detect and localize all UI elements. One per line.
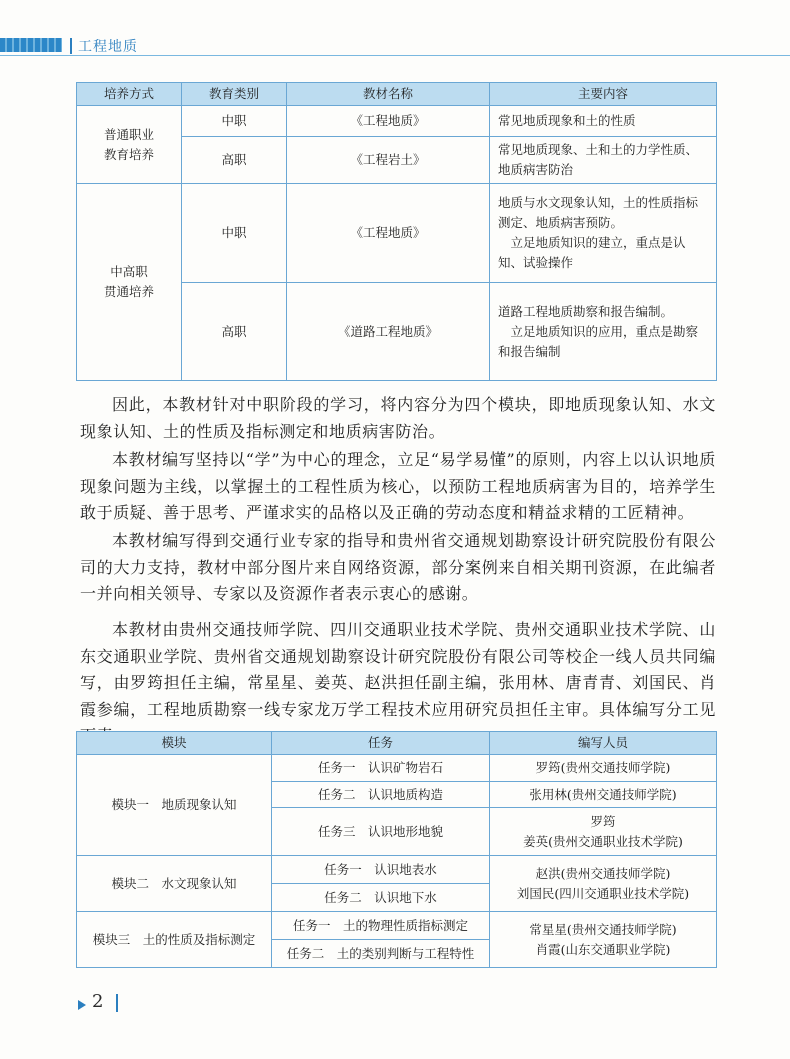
col-header-module: 模块 — [77, 732, 272, 755]
header-divider — [70, 38, 72, 54]
page-arrow-icon — [78, 1000, 86, 1010]
col-header-content: 主要内容 — [490, 83, 717, 106]
task-cell: 任务二 土的类别判断与工程特性 — [272, 940, 490, 968]
section-title: 工程地质 — [78, 39, 138, 55]
table-row — [77, 755, 717, 782]
table-row — [77, 912, 717, 940]
content-line: 立足地质知识的建立，重点是认知、试验操作 — [498, 235, 686, 270]
content-cell — [490, 283, 717, 381]
author-line: 赵洪(贵州交通技师学院) — [535, 865, 671, 881]
body-paragraph: 因此，本教材针对中职阶段的学习，将内容分为四个模块，即地质现象认知、水文现象认知、土的性质及指标测定和地质病害防治。 — [80, 395, 716, 441]
header-stripe — [0, 38, 62, 52]
task-cell: 任务二 认识地下水 — [272, 884, 490, 912]
content-cell: 常见地质现象、土和土的力学性质、地质病害防治 — [490, 137, 717, 184]
curriculum-table — [76, 82, 717, 381]
body-paragraph: 本教材由贵州交通技师学院、四川交通职业技术学院、贵州交通职业技术学院、山东交通职业学院、贵州省交通规划勘察设计研究院股份有限公司等校企一线人员共同编写，由罗筠担任主编，常星星、姜英、赵洪担任副主编，张用林、唐青青、刘国民、肖霞参编，工程地质勘察一线专家龙万学工程技术应用研究员担任主审。具体编写分工见 — [80, 620, 716, 719]
module-cell: 模块一 地质现象认知 — [77, 755, 272, 856]
author-line: 刘国民(四川交通职业技术学院) — [516, 885, 690, 901]
task-cell: 任务一 认识矿物岩石 — [272, 755, 490, 782]
content-line: 地质与水文现象认知，土的性质指标测定、地质病害预防。 — [498, 195, 699, 230]
book-cell: 《工程地质》 — [287, 106, 490, 137]
mode-cell: 普通职业 教育培养 — [77, 106, 182, 184]
header-rule — [0, 55, 790, 56]
book-cell: 《工程岩土》 — [287, 137, 490, 184]
body-paragraph: 本教材编写得到交通行业专家的指导和贵州省交通规划勘察设计研究院股份有限公司的大力支持，教材中部分图片来自网络资源，部分案例来自相关期刊资源，在此编者一并向相关领导、专家以及资源作者表示衷心的感谢。 — [80, 531, 716, 603]
module-cell: 模块三 土的性质及指标测定 — [77, 912, 272, 968]
content-cell — [490, 184, 717, 283]
table-header-row — [77, 732, 717, 755]
module-cell: 模块二 水文现象认知 — [77, 856, 272, 912]
footer-divider — [116, 994, 118, 1012]
task-cell: 任务一 土的物理性质指标测定 — [272, 912, 490, 940]
level-cell: 高职 — [182, 137, 287, 184]
col-header-mode: 培养方式 — [77, 83, 182, 106]
author-cell — [490, 808, 717, 856]
col-header-book: 教材名称 — [287, 83, 490, 106]
task-cell: 任务三 认识地形地貌 — [272, 808, 490, 856]
mode-cell: 中高职 贯通培养 — [77, 184, 182, 381]
author-cell — [490, 856, 717, 912]
content-cell: 常见地质现象和土的性质 — [490, 106, 717, 137]
col-header-authors: 编写人员 — [490, 732, 717, 755]
author-cell: 张用林(贵州交通技师学院) — [490, 782, 717, 808]
task-cell: 任务一 认识地表水 — [272, 856, 490, 884]
table-row — [77, 106, 717, 137]
level-cell: 中职 — [182, 184, 287, 283]
author-line: 常星星(贵州交通技师学院) — [529, 921, 677, 937]
book-cell: 《道路工程地质》 — [287, 283, 490, 381]
author-cell — [490, 912, 717, 968]
table-row — [77, 184, 717, 283]
task-cell: 任务二 认识地质构造 — [272, 782, 490, 808]
book-cell: 《工程地质》 — [287, 184, 490, 283]
page-number: 2 — [92, 991, 104, 1012]
level-cell: 高职 — [182, 283, 287, 381]
author-cell: 罗筠(贵州交通技师学院) — [490, 755, 717, 782]
author-line: 罗筠 — [590, 813, 616, 829]
body-paragraph: 本教材编写坚持以“学”为中心的理念，立足“易学易懂”的原则，内容上以认识地质现象问题为主线，以掌握土的工程性质为核心，以预防工程地质病害为目的，培养学生敢于质疑、善于思考、严谨求实的品格以及正确的劳动态度和精益求精的工匠精神。 — [80, 450, 716, 522]
col-header-task: 任务 — [272, 732, 490, 755]
table-row — [77, 856, 717, 884]
content-line: 立足地质知识的应用，重点是勘察和报告编制 — [498, 323, 699, 359]
authors-table — [76, 731, 717, 968]
author-line: 肖霞(山东交通职业学院) — [535, 941, 671, 957]
author-line: 姜英(贵州交通职业技术学院) — [523, 833, 683, 849]
level-cell: 中职 — [182, 106, 287, 137]
col-header-level: 教育类别 — [182, 83, 287, 106]
table-header-row — [77, 83, 717, 106]
content-line: 道路工程地质勘察和报告编制。 — [498, 303, 674, 319]
